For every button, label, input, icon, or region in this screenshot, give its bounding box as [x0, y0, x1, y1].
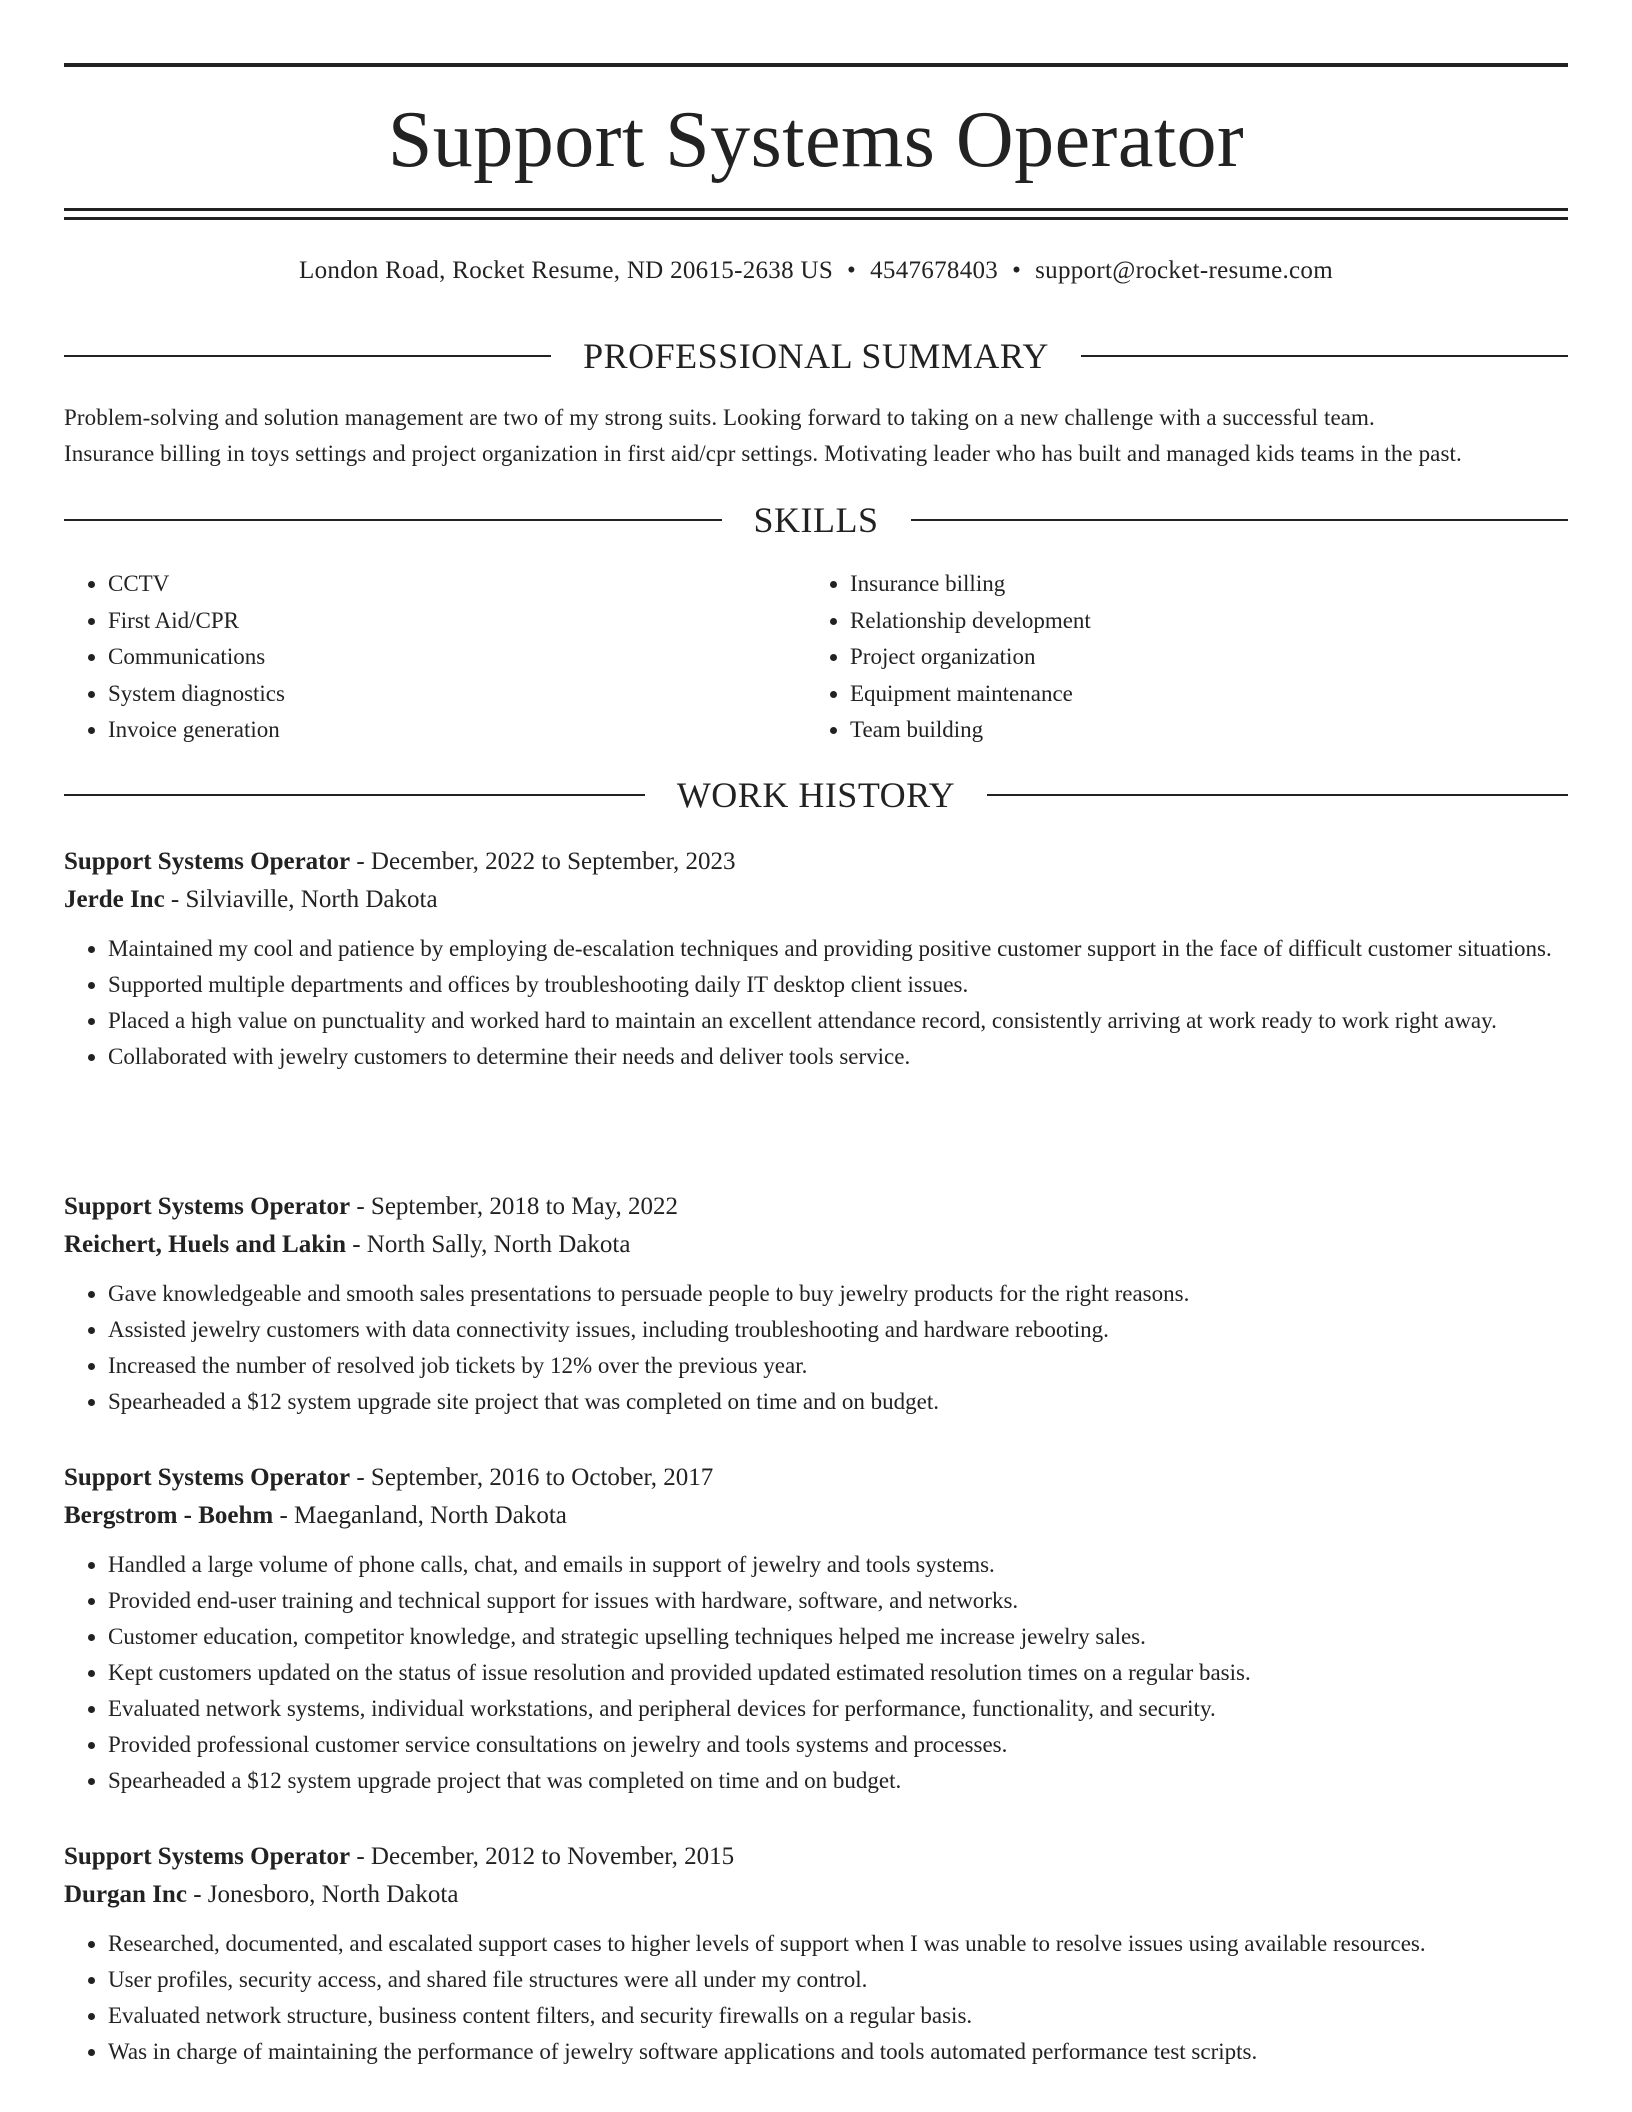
job-company: Reichert, Huels and Lakin [64, 1231, 346, 1258]
job-company-line [64, 1876, 1568, 1914]
contact-email: support@rocket-resume.com [1035, 257, 1333, 284]
summary-line: Problem-solving and solution management are two of my strong suits. Looking forward to taking on a new challenge with a successful team. [64, 405, 1375, 430]
job-company: Bergstrom - Boehm [64, 1502, 274, 1529]
job-dates: - September, 2016 to October, 2017 [350, 1464, 714, 1491]
skill-item: • Project organization [850, 639, 1091, 676]
job-bullet: • Was in charge of maintaining the performance of jewelry software applications and tools automated performance test scripts. [108, 2034, 1568, 2070]
skills-list [64, 566, 1568, 749]
job-bullet: • Customer education, competitor knowledge, and strategic upselling techniques helped me increase jewelry sales. [108, 1619, 1568, 1655]
contact-separator: • [1012, 257, 1022, 284]
job-dates: - December, 2012 to November, 2015 [350, 1843, 735, 1870]
skill-item: • First Aid/CPR [108, 603, 806, 640]
professional-summary [64, 400, 1568, 472]
skills-section-title: SKILLS [753, 500, 879, 540]
job-dates: - September, 2018 to May, 2022 [350, 1193, 678, 1220]
job-bullet: • Evaluated network structure, business content filters, and security firewalls on a regular basis. [108, 1998, 1568, 2034]
job-bullets [64, 1276, 1568, 1420]
skill-item: • Communications [108, 639, 806, 676]
job-location: - North Sally, North Dakota [345, 1231, 631, 1258]
section-rule-right [987, 794, 1568, 796]
job-dates: - December, 2022 to September, 2023 [350, 848, 736, 875]
job-bullet: • Handled a large volume of phone calls, chat, and emails in support of jewelry and tools systems. [108, 1547, 1568, 1583]
contact-separator: • [847, 257, 857, 284]
skills-column-left [64, 566, 806, 749]
job-bullet: • Collaborated with jewelry customers to determine their needs and deliver tools service. [108, 1039, 1568, 1075]
section-rule-left [64, 794, 645, 796]
job-bullet: • Spearheaded a $12 system upgrade site project that was completed on time and on budget. [108, 1384, 1568, 1420]
skill-item: • Invoice generation [108, 712, 806, 749]
job-bullet: • Assisted jewelry customers with data connectivity issues, including troubleshooting and hardware rebooting. [108, 1312, 1568, 1348]
job-entry [64, 1459, 1568, 1799]
job-bullets [64, 1926, 1568, 2070]
contact-address: London Road, Rocket Resume, ND 20615-2638 US [299, 257, 834, 284]
job-bullet: • Provided end-user training and technical support for issues with hardware, software, and networks. [108, 1583, 1568, 1619]
skills-column-right [806, 566, 1091, 749]
job-title-line [64, 1459, 1568, 1497]
job-company-line [64, 1497, 1568, 1535]
skill-item: • Team building [850, 712, 1091, 749]
job-company: Jerde Inc [64, 886, 165, 913]
section-rule-right [911, 519, 1569, 521]
job-location: - Silviaville, North Dakota [164, 886, 438, 913]
job-location: - Jonesboro, North Dakota [186, 1881, 459, 1908]
skill-item: • Insurance billing [850, 566, 1091, 603]
job-bullet: • Gave knowledgeable and smooth sales presentations to persuade people to buy jewelry products for the right reasons. [108, 1276, 1568, 1312]
skills-section-header [64, 498, 1568, 542]
job-company: Durgan Inc [64, 1881, 187, 1908]
section-rule-right [1081, 355, 1568, 357]
header-double-rule-top [64, 208, 1568, 211]
resume-name-heading: Support Systems Operator [387, 96, 1245, 184]
job-bullet: • Evaluated network systems, individual workstations, and peripheral devices for performance, functionality, and security. [108, 1691, 1568, 1727]
work-history-section-title: WORK HISTORY [676, 775, 956, 815]
summary-section-header [64, 334, 1568, 378]
summary-section-title: PROFESSIONAL SUMMARY [583, 336, 1049, 376]
job-entry [64, 843, 1568, 1075]
skill-item: • Relationship development [850, 603, 1091, 640]
job-company-line [64, 1226, 1568, 1264]
job-title-line [64, 1188, 1568, 1226]
job-title: Support Systems Operator [64, 1843, 351, 1870]
job-bullet: • Provided professional customer service consultations on jewelry and tools systems and processes. [108, 1727, 1568, 1763]
job-bullet: • Supported multiple departments and offices by troubleshooting daily IT desktop client issues. [108, 967, 1568, 1003]
work-history-section-header [64, 773, 1568, 817]
job-bullet: • Researched, documented, and escalated support cases to higher levels of support when I was unable to resolve issues using available resources. [108, 1926, 1568, 1962]
job-company-line [64, 881, 1568, 919]
contact-phone: 4547678403 [870, 257, 999, 284]
job-bullets [64, 1547, 1568, 1799]
job-bullet: • Kept customers updated on the status of issue resolution and provided updated estimated resolution times on a regular basis. [108, 1655, 1568, 1691]
job-entry [64, 1838, 1568, 2070]
summary-line: Insurance billing in toys settings and project organization in first aid/cpr settings. Motivating leader who has built and managed kids teams in the past. [64, 441, 1462, 466]
section-rule-left [64, 519, 722, 521]
job-title-line [64, 843, 1568, 881]
job-location: - Maeganland, North Dakota [273, 1502, 567, 1529]
contact-line [64, 254, 1568, 288]
job-title: Support Systems Operator [64, 1464, 351, 1491]
job-title: Support Systems Operator [64, 848, 351, 875]
job-bullet: • Placed a high value on punctuality and worked hard to maintain an excellent attendance record, consistently arriving at work ready to work right away. [108, 1003, 1568, 1039]
skill-item: • CCTV [108, 566, 806, 603]
header-double-rule-bottom [64, 217, 1568, 220]
skill-item: • Equipment maintenance [850, 676, 1091, 713]
job-bullet: • Maintained my cool and patience by employing de-escalation techniques and providing positive customer support in the face of difficult customer situations. [108, 931, 1568, 967]
skill-item: • System diagnostics [108, 676, 806, 713]
top-rule [64, 63, 1568, 67]
job-bullets [64, 931, 1568, 1075]
job-title: Support Systems Operator [64, 1193, 351, 1220]
job-title-line [64, 1838, 1568, 1876]
job-bullet: • Spearheaded a $12 system upgrade project that was completed on time and on budget. [108, 1763, 1568, 1799]
job-bullet: • User profiles, security access, and shared file structures were all under my control. [108, 1962, 1568, 1998]
section-rule-left [64, 355, 551, 357]
job-bullet: • Increased the number of resolved job tickets by 12% over the previous year. [108, 1348, 1568, 1384]
job-entry [64, 1188, 1568, 1420]
